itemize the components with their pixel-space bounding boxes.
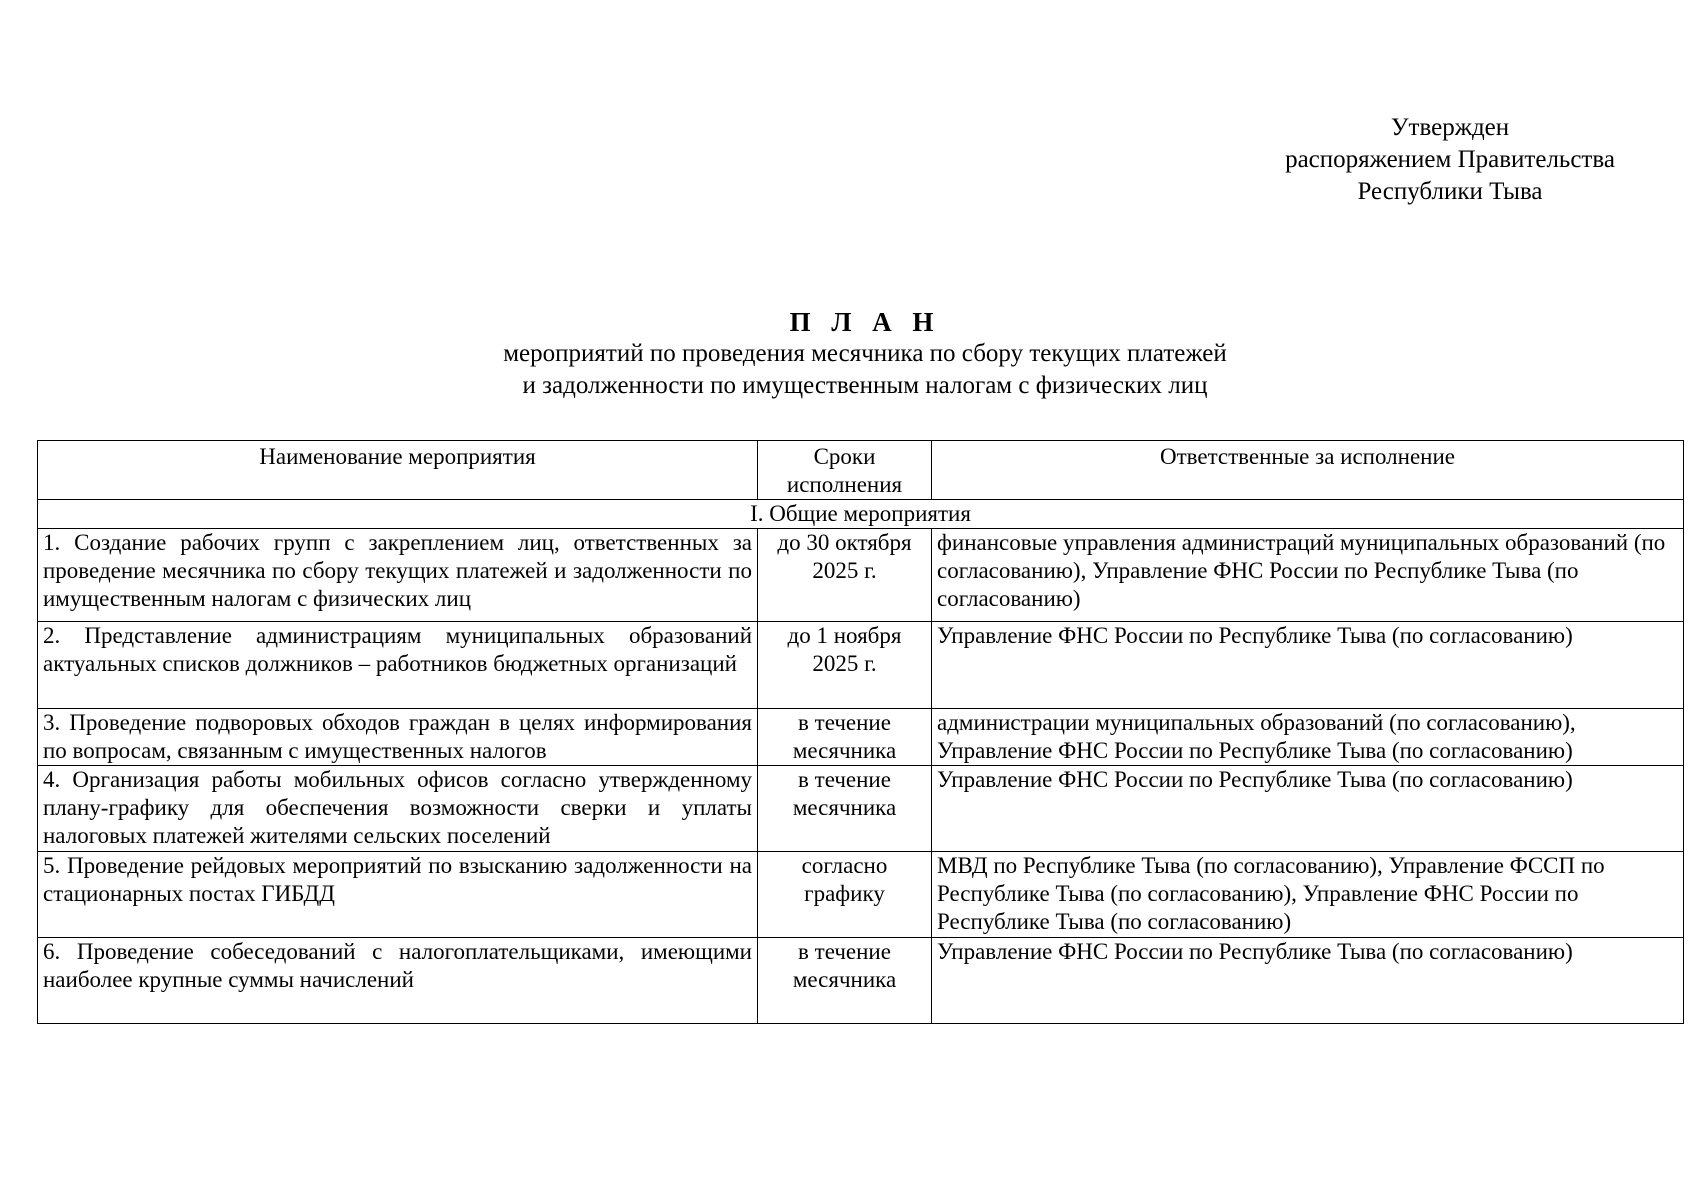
table-row xyxy=(38,766,1684,852)
plan-heading: П Л А Н xyxy=(789,307,941,337)
approval-line-republic: Республики Тыва xyxy=(1357,178,1543,205)
section-row xyxy=(38,500,1684,529)
activity-deadline: до 30 октября 2025 г. xyxy=(758,529,932,622)
activity-name: 5. Проведение рейдовых мероприятий по взысканию задолженности на стационарных постах ГИБДД xyxy=(38,852,758,938)
activity-responsible: финансовые управления администраций муниципальных образований (по согласованию), Управление ФНС России по Республике Тыва (по согласованию) xyxy=(932,529,1684,622)
activity-responsible: Управление ФНС России по Республике Тыва (по согласованию) xyxy=(932,622,1684,709)
activity-responsible: Управление ФНС России по Республике Тыва (по согласованию) xyxy=(932,938,1684,1024)
approval-stamp xyxy=(1240,112,1660,208)
activity-name: 6. Проведение собеседований с налогоплательщиками, имеющими наиболее крупные суммы начислений xyxy=(38,938,758,1024)
table-header-row xyxy=(38,441,1684,500)
activity-name: 4. Организация работы мобильных офисов согласно утвержденному плану-графику для обеспечения возможности сверки и уплаты налоговых платежей жителями сельских поселений xyxy=(38,766,758,852)
plan-table xyxy=(37,440,1684,1024)
plan-subtitle-line-2: и задолженности по имущественным налогам с физических лиц xyxy=(522,372,1208,399)
table-row xyxy=(38,622,1684,709)
header-responsible: Ответственные за исполнение xyxy=(932,441,1684,500)
activity-name: 2. Представление администрациям муниципальных образований актуальных списков должников – работников бюджетных организаций xyxy=(38,622,758,709)
table-row xyxy=(38,852,1684,938)
header-activity-name: Наименование мероприятия xyxy=(38,441,758,500)
table-row xyxy=(38,938,1684,1024)
activity-deadline: до 1 ноября 2025 г. xyxy=(758,622,932,709)
activity-name: 1. Создание рабочих групп с закреплением лиц, ответственных за проведение месячника по сбору текущих платежей и задолженности по имущественным налогам с физических лиц xyxy=(38,529,758,622)
table-row xyxy=(38,529,1684,622)
activity-deadline: в течение месячника xyxy=(758,766,932,852)
header-deadline: Сроки исполнения xyxy=(758,441,932,500)
document-title xyxy=(0,306,1697,402)
section-title: I. Общие мероприятия xyxy=(38,500,1684,529)
activity-responsible: МВД по Республике Тыва (по согласованию), Управление ФССП по Республике Тыва (по согласованию), Управление ФНС России по Республике Тыва (по согласованию) xyxy=(932,852,1684,938)
activity-responsible: администрации муниципальных образований (по согласованию), Управление ФНС России по Республике Тыва (по согласованию) xyxy=(932,709,1684,766)
activity-deadline: в течение месячника xyxy=(758,709,932,766)
activity-deadline: согласно графику xyxy=(758,852,932,938)
activity-responsible: Управление ФНС России по Республике Тыва (по согласованию) xyxy=(932,766,1684,852)
table-row xyxy=(38,709,1684,766)
approval-line-approved: Утвержден xyxy=(1390,114,1510,141)
plan-subtitle-line-1: мероприятий по проведения месячника по сбору текущих платежей xyxy=(503,340,1227,367)
activity-name: 3. Проведение подворовых обходов граждан в целях информирования по вопросам, связанным с имущественных налогов xyxy=(38,709,758,766)
activity-deadline: в течение месячника xyxy=(758,938,932,1024)
approval-line-order: распоряжением Правительства xyxy=(1285,146,1615,173)
